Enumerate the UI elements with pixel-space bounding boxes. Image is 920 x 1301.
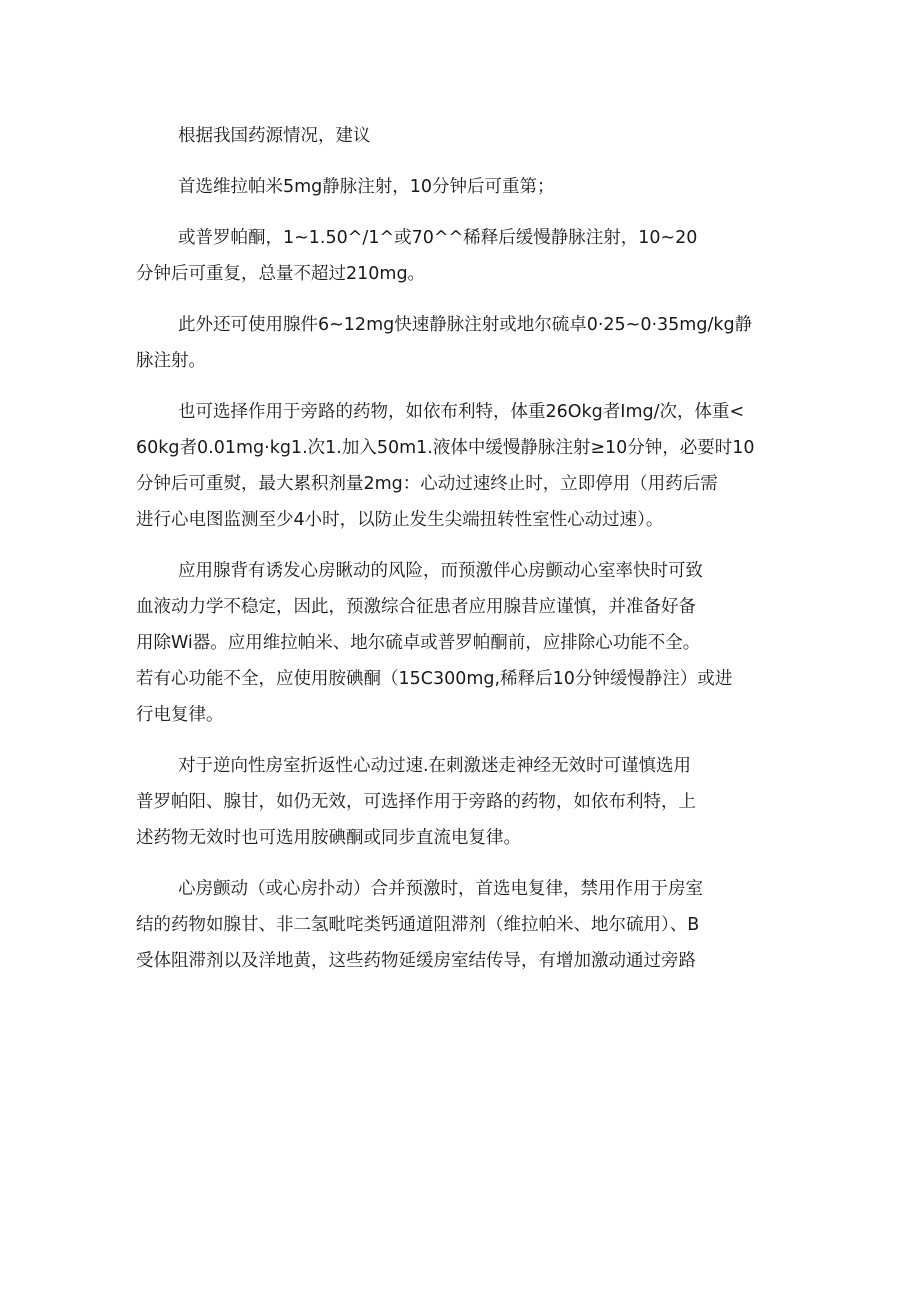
paragraph-8 [136,871,788,979]
document-body [136,118,788,994]
paragraph-5 [136,394,788,538]
text-line: 分钟后可重熨，最大累积剂量2mg：心动过速终止时，立即停用（用药后需 [136,474,718,494]
text-line: 60kg者0.01mg·kg1.次1.加入50m1.液体中缓慢静脉注射≥10分钟，必要时10 [136,438,755,458]
text-line: 血液动力学不稳定，因此，预激综合征患者应用腺昔应谨慎，并准备好备 [136,597,696,617]
text-line: 或普罗帕酮，1~1.50^/1^或70^^稀释后缓慢静脉注射，10~20 [178,228,698,248]
text-line: 进行心电图监测至少4小时，以防止发生尖端扭转性室性心动过速）。 [136,510,664,530]
text-line: 若有心功能不全，应使用胺碘酮（15C300mg,稀释后10分钟缓慢静注）或进 [136,669,733,689]
text-line: 也可选择作用于旁路的药物，如依布利特，体重26Okg者Img/次，体重< [178,402,745,422]
paragraph-3 [136,220,788,292]
text-line: 结的药物如腺甘、非二氢毗咤类钙通道阻滞剂（维拉帕米、地尔硫用）、B [136,915,700,935]
paragraph-1 [136,118,788,154]
text-line: 受体阻滞剂以及洋地黄，这些药物延缓房室结传导，有增加激动通过旁路 [136,951,696,971]
text-line: 分钟后可重复，总量不超过210mg。 [136,264,426,284]
text-line: 此外还可使用腺件6~12mg快速静脉注射或地尔硫卓0·25~0·35mg/kg静 [178,315,753,335]
text-line: 根据我国药源情况，建议 [178,126,371,146]
paragraph-2 [136,169,788,205]
paragraph-7 [136,748,788,856]
text-line: 行电复律。 [136,705,224,725]
paragraph-4 [136,307,788,379]
text-line: 普罗帕阳、腺甘，如仍无效，可选择作用于旁路的药物，如依布利特，上 [136,792,696,812]
paragraph-6 [136,553,788,733]
text-line: 心房颤动（或心房扑动）合并预激时，首选电复律，禁用作用于房室 [178,879,703,899]
text-line: 应用腺背有诱发心房瞅动的风险，而预激伴心房颤动心室率快时可致 [178,561,703,581]
text-line: 首选维拉帕米5mg静脉注射，10分钟后可重第； [178,177,555,197]
text-line: 用除Wi器。应用维拉帕米、地尔硫卓或普罗帕酮前，应排除心功能不全。 [136,633,701,653]
text-line: 对于逆向性房室折返性心动过速.在刺激迷走神经无效时可谨慎选用 [178,756,692,776]
text-line: 脉注射。 [136,351,206,371]
text-line: 述药物无效时也可选用胺碘酮或同步直流电复律。 [136,828,521,848]
